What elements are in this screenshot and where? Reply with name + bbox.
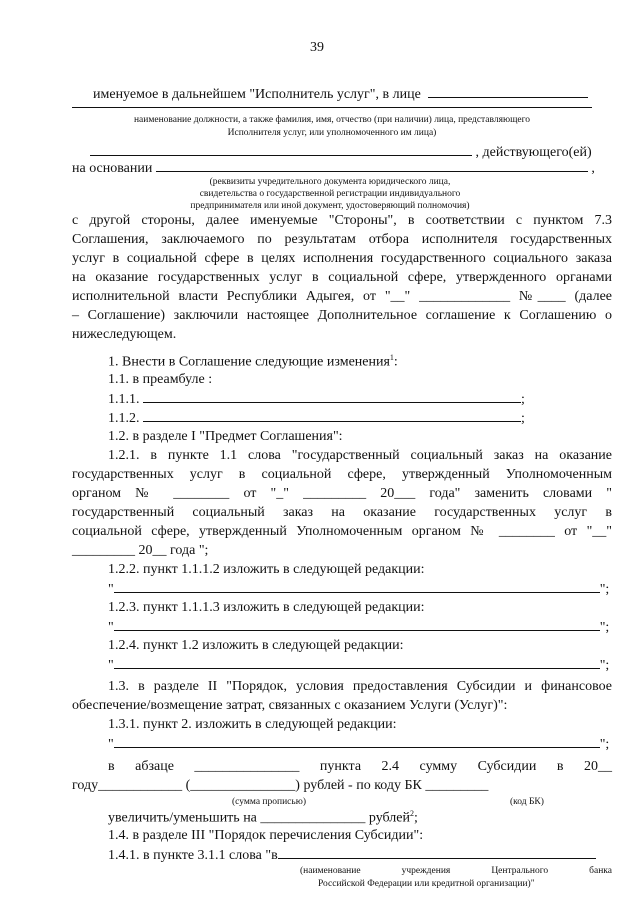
footnote-mark: 1 [389, 353, 394, 362]
blank-field [90, 144, 472, 156]
subsidy-line: году____________ (_______________) рублей - по коду БК _________ [72, 778, 489, 793]
paragraph-line: Соглашения, заключаемого по результатам отбора исполнителя государственных [72, 232, 612, 247]
line-blank [72, 107, 592, 108]
blank-field [114, 657, 600, 669]
caption-bk-code: (код БК) [510, 797, 544, 807]
item-1-1-2: 1.1.2. ; [108, 411, 525, 426]
item-1-4: 1.4. в разделе III "Порядок перечисления Субсидии": [108, 828, 424, 843]
item-1-2-3: 1.2.3. пункт 1.1.1.3 изложить в следующей редакции: [108, 600, 425, 615]
item-1-2: 1.2. в разделе I "Предмет Соглашения": [108, 429, 343, 444]
blank-field [114, 736, 600, 748]
blank-field [114, 581, 600, 593]
item-1-2-1-line: социальной сфере, утвержденный Уполномоченным органом № ________ от "__" [72, 524, 612, 539]
item-1-1-1: 1.1.1. ; [108, 392, 525, 407]
item-1-1: 1.1. в преамбуле : [108, 372, 213, 387]
item-1: 1. Внести в Соглашение следующие изменения$^1$: [108, 353, 398, 370]
caption-bank: (наименование учреждения Центрального банка [300, 866, 612, 876]
paragraph-line: исполнительной власти Республики Адыгея, от "__" _____________ №____ (далее [72, 289, 612, 304]
item-1-4-1: 1.4.1. в пункте 3.1.1 слова "в [108, 847, 596, 865]
item-1-2-1-line: государственный социальный заказ на оказание государственных услуг в [72, 505, 612, 520]
caption-sum-words: (сумма прописью) [232, 797, 306, 807]
item-1-3-line: 1.3. в разделе II "Порядок, условия предоставления Субсидии и финансовое [108, 679, 612, 694]
item-1-2-4: 1.2.4. пункт 1.2 изложить в следующей редакции: [108, 638, 404, 653]
blank-field [428, 86, 588, 98]
basis-text: на основании [72, 161, 153, 176]
blank-field [114, 619, 600, 631]
quote-line: " "; [108, 620, 610, 635]
blank-field [278, 847, 596, 859]
executor-text: именуемое в дальнейшем "Исполнитель услуг", в лице [93, 87, 421, 102]
paragraph-line: с другой стороны, далее именуемые "Стороны", в соответствии с пунктом 7.3 [72, 213, 612, 228]
blank-field [156, 160, 588, 172]
item-1-2-1-line: органом № ________ от "_" _________ 20___ года" заменить словами " [72, 486, 612, 501]
line-executor-name [93, 86, 588, 104]
caption-executor: Исполнителя услуг, или уполномоченного им лица) [227, 128, 437, 138]
quote-line: " "; [108, 582, 610, 597]
paragraph-line: – Соглашение) заключили настоящее Дополнительное соглашение к Соглашению о [72, 308, 612, 323]
paragraph-line: услуг в социальной сфере в целях исполнения государственного социального заказа [72, 251, 612, 266]
caption-requisites-1: (реквизиты учредительного документа юридического лица, [209, 177, 451, 187]
item-1-2-1-line: 1.2.1. в пункте 1.1 слова "государственный социальный заказ на оказание [108, 448, 612, 463]
item-1-2-1-line: _________ 20__ года "; [72, 543, 209, 558]
basis-comma: , [591, 161, 595, 176]
blank-field [143, 391, 521, 403]
footnote-mark: 2 [410, 809, 414, 818]
item-1-2-1-line: государственных услуг в социальной сфере, утвержденный Уполномоченным [72, 467, 612, 482]
item-1-2-2: 1.2.2. пункт 1.1.1.2 изложить в следующей редакции: [108, 562, 425, 577]
acting-text: , действующего(ей) [475, 145, 592, 160]
subsidy-change: увеличить/уменьшить на _______________ рублей$^2$; [108, 809, 418, 826]
paragraph-line: нижеследующем. [72, 327, 177, 342]
page-number: 39 [310, 40, 324, 55]
line-basis [72, 160, 595, 178]
caption-bank: Российской Федерации или кредитной организации)" [318, 879, 535, 889]
caption-requisites-3: предпринимателя или иной документ, удостоверяющий полномочия) [190, 201, 470, 211]
quote-line: " "; [108, 737, 610, 752]
quote-line: " "; [108, 658, 610, 673]
subsidy-line: в абзаце _______________ пункта 2.4 сумму Субсидии в 20__ [108, 759, 612, 774]
caption-requisites-2: свидетельства о государственной регистрации индивидуального [199, 189, 461, 199]
paragraph-line: на оказание государственных услуг в социальной сфере, утвержденного органами [72, 270, 612, 285]
item-1-3-line: обеспечение/возмещение затрат, связанных с оказанием Услуги (Услуг)": [72, 698, 508, 713]
item-1-3-1: 1.3.1. пункт 2. изложить в следующей редакции: [108, 717, 397, 732]
caption-position: наименование должности, а также фамилия, имя, отчество (при наличии) лица, представляющего [133, 115, 531, 125]
blank-field [143, 410, 521, 422]
